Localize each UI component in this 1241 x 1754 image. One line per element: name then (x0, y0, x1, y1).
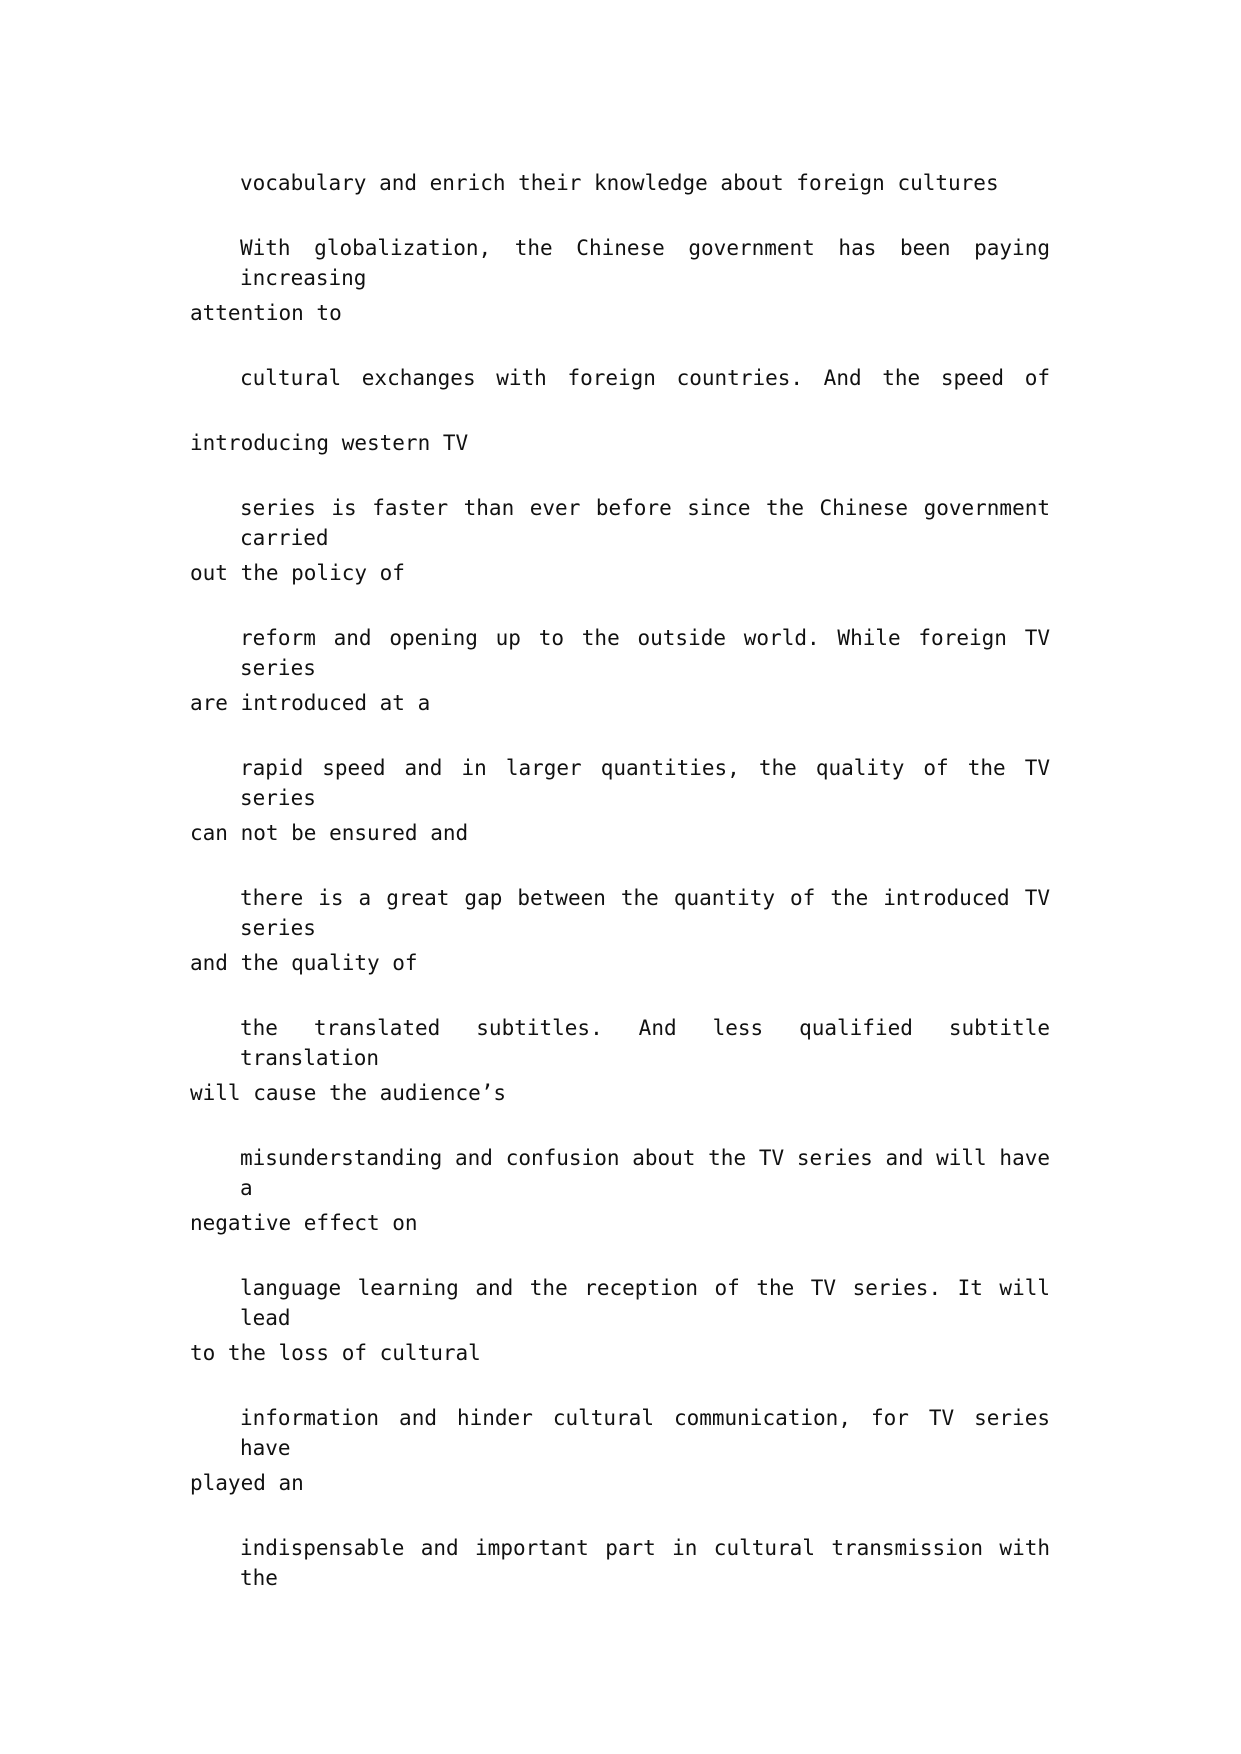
text-line: will cause the audience’s (190, 1081, 507, 1105)
text-line: played an (190, 1471, 304, 1495)
text-line: rapid speed and in larger quantities, the quality of the TV series (240, 756, 1050, 810)
text-line: With globalization, the Chinese government has been paying increasing (240, 236, 1050, 290)
text-line: introducing western TV (190, 431, 469, 455)
text-line: vocabulary and enrich their knowledge about foreign cultures (240, 171, 999, 195)
text-line: information and hinder cultural communication, for TV series have (240, 1406, 1050, 1460)
text-line: reform and opening up to the outside world. While foreign TV series (240, 626, 1050, 680)
text-line: are introduced at a (190, 691, 431, 715)
text-line: language learning and the reception of the TV series. It will lead (240, 1276, 1050, 1330)
text-line: misunderstanding and confusion about the TV series and will have a (240, 1146, 1050, 1200)
text-line: to the loss of cultural (190, 1341, 481, 1365)
text-line: cultural exchanges with foreign countries. And the speed of (240, 366, 1050, 390)
text-line: the translated subtitles. And less qualified subtitle translation (240, 1016, 1050, 1070)
text-line: there is a great gap between the quantity of the introduced TV series (240, 886, 1050, 940)
body-text (190, 168, 1050, 1598)
text-line: negative effect on (190, 1211, 418, 1235)
text-line: indispensable and important part in cultural transmission with the (240, 1536, 1050, 1590)
text-line: attention to (190, 301, 342, 325)
text-line: series is faster than ever before since the Chinese government carried (240, 496, 1050, 550)
text-line: out the policy of (190, 561, 405, 585)
text-line: and the quality of (190, 951, 418, 975)
text-line: can not be ensured and (190, 821, 469, 845)
